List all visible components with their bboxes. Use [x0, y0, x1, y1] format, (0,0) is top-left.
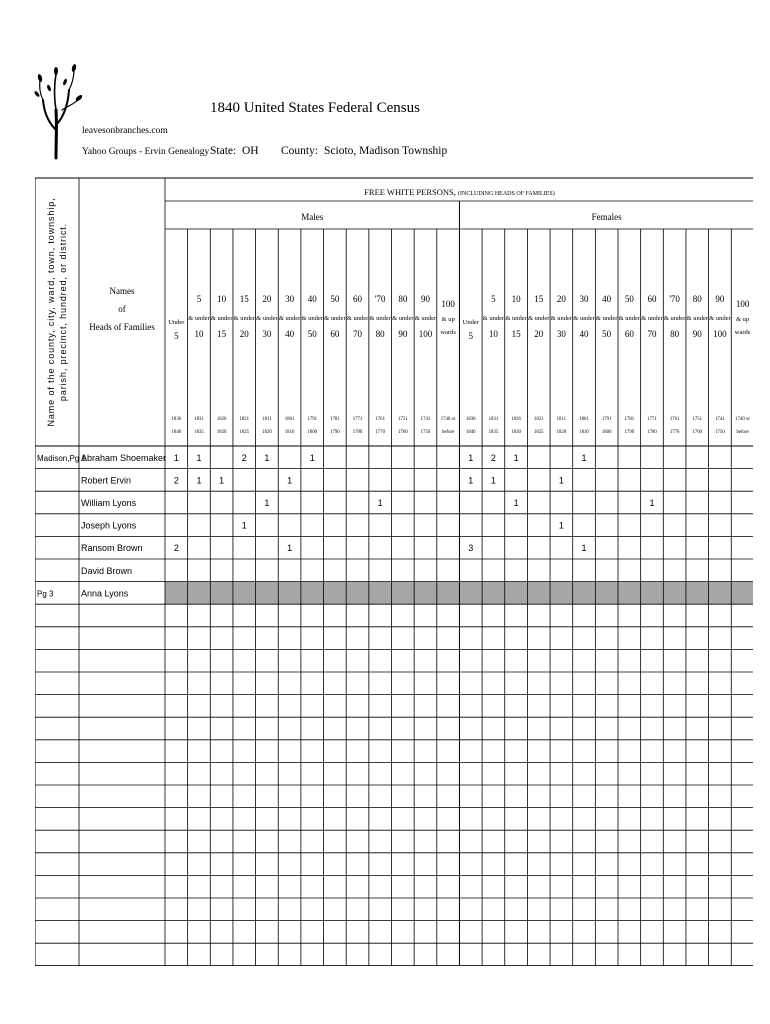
birth-year-range-start: 1811: [262, 417, 272, 422]
age-header-top: 90: [715, 294, 725, 304]
row-head-of-family: Robert Ervin: [81, 475, 132, 486]
birth-year-range-end: 1770: [669, 430, 680, 435]
age-header-mid: & under: [346, 315, 369, 322]
age-header-mid: & under: [618, 315, 641, 322]
age-header-bottom: wards: [440, 329, 456, 336]
age-header-mid: & under: [278, 315, 301, 322]
birth-year-range-start: 1761: [375, 417, 385, 422]
male-count-cell: 2: [241, 452, 247, 463]
male-count-cell: 1: [377, 498, 383, 508]
age-header-mid: & under: [210, 315, 233, 322]
place-column-header: [46, 197, 68, 426]
age-header-top: 10: [511, 294, 521, 304]
age-header-top: '70: [374, 294, 386, 304]
birth-year-range-start: 1836: [171, 417, 182, 422]
age-header-top: 100: [441, 299, 455, 309]
birth-year-range-start: 1751: [692, 417, 703, 422]
age-header-mid: & under: [233, 315, 256, 322]
birth-year-range-start: 1791: [307, 417, 318, 422]
row-head-of-family: Abraham Shoemaker: [81, 452, 167, 463]
female-count-cell: 1: [581, 543, 587, 554]
birth-year-range-start: 1801: [284, 417, 295, 422]
age-header-bottom: 50: [307, 329, 317, 339]
age-header-bottom: 70: [353, 329, 363, 339]
birth-year-range-start: 1740 or: [440, 417, 456, 422]
birth-year-range-end: 1830: [511, 430, 521, 435]
age-header-top: 20: [556, 294, 566, 304]
age-header-bottom: 60: [330, 329, 340, 339]
birth-year-range-end: 1835: [488, 430, 499, 435]
age-header-mid: & under: [188, 315, 210, 322]
male-count-cell: 1: [309, 452, 315, 463]
female-count-cell: 1: [468, 475, 474, 486]
birth-year-range-end: 1760: [398, 430, 408, 435]
age-header-top: 15: [534, 294, 544, 304]
birth-year-range-end: 1820: [262, 430, 272, 435]
names-header-line: Heads of Families: [89, 322, 155, 332]
female-count-cell: 1: [581, 452, 587, 463]
birth-year-range-start: 1741: [420, 417, 431, 422]
age-header-bottom: 20: [239, 329, 249, 339]
age-header-bottom: 10: [194, 329, 204, 339]
age-header-mid: & under: [256, 315, 278, 322]
age-header-bottom: 5: [468, 331, 474, 341]
state-field: [210, 145, 259, 157]
age-header-mid: & up: [441, 316, 455, 323]
age-header-mid: & under: [505, 315, 527, 322]
birth-year-range-start: 1781: [624, 417, 635, 422]
male-count-cell: 1: [241, 520, 247, 531]
age-header-bottom: 10: [488, 329, 498, 339]
age-header-mid: & under: [527, 315, 550, 322]
birth-year-range-start: 1781: [330, 417, 340, 422]
birth-year-range-start: 1826: [216, 417, 227, 422]
birth-year-range-end: 1800: [601, 430, 612, 435]
birth-year-range-end: 1780: [352, 430, 363, 435]
age-header-top: 60: [353, 294, 363, 304]
age-header-bottom: 15: [217, 329, 227, 339]
age-header-bottom: 80: [375, 329, 385, 339]
row-head-of-family: Joseph Lyons: [81, 520, 137, 531]
age-header-top: 5: [196, 294, 202, 304]
place-header-line: Name of the county, city, ward, town, township,: [46, 197, 56, 427]
group-text: Yahoo Groups - Ervin Genealogy: [82, 147, 210, 157]
age-header-mid: & under: [482, 315, 505, 322]
age-header-mid: & under: [709, 315, 731, 322]
state-label: State:: [210, 145, 237, 157]
male-count-cell: 2: [173, 475, 179, 486]
birth-year-range-end: 1810: [579, 430, 589, 435]
birth-year-range-end: 1790: [330, 430, 340, 435]
birth-year-range-end: 1800: [307, 430, 318, 435]
male-count-cell: 1: [287, 475, 293, 486]
birth-year-range-start: 1771: [647, 417, 657, 422]
age-header-under: Under: [462, 319, 479, 326]
age-header-mid: & under: [663, 315, 686, 322]
birth-year-range-end: 1810: [284, 430, 295, 435]
age-header-mid: & under: [641, 315, 663, 322]
age-header-mid: & under: [595, 315, 618, 322]
age-header-bottom: 100: [713, 329, 727, 339]
age-header-mid: & under: [301, 315, 323, 322]
age-header-top: 80: [398, 294, 408, 304]
birth-year-range-end: 1840: [465, 430, 476, 435]
age-header-bottom: 15: [511, 329, 521, 339]
birth-year-range-end: 1835: [194, 430, 204, 435]
age-header-top: 20: [262, 294, 272, 304]
female-count-cell: 1: [513, 498, 519, 508]
row-head-of-family: William Lyons: [81, 498, 137, 508]
birth-year-range-start: 1761: [669, 417, 680, 422]
free-white-persons-header: FREE WHITE PERSONS, (INCLUDING HEADS OF FAMILIES): [364, 187, 555, 197]
age-header-bottom: 70: [647, 329, 657, 339]
birth-year-range-end: 1780: [647, 430, 657, 435]
birth-year-range-end: before: [736, 430, 749, 435]
birth-year-range-start: 1791: [601, 417, 612, 422]
age-header-top: 100: [735, 299, 750, 309]
age-header-bottom: 40: [285, 329, 295, 339]
county-label: County:: [281, 145, 319, 157]
age-header-bottom: 30: [556, 329, 566, 339]
birth-year-range-start: 1740 or: [735, 417, 750, 422]
male-count-cell: 1: [196, 475, 202, 486]
female-count-cell: 1: [468, 452, 474, 463]
age-header-top: '70: [669, 294, 680, 304]
age-header-top: 50: [624, 294, 634, 304]
age-header-mid: & under: [573, 315, 595, 322]
place-header-line: parish, precinct, hundred, or district.: [58, 222, 68, 402]
birth-year-range-end: 1840: [171, 430, 182, 435]
age-header-top: 50: [330, 294, 340, 304]
birth-year-range-end: 1760: [692, 430, 703, 435]
age-header-bottom: 50: [602, 329, 612, 339]
female-count-cell: 1: [558, 475, 564, 486]
birth-year-range-end: 1825: [239, 430, 250, 435]
age-header-bottom: 100: [418, 329, 433, 339]
birth-year-range-end: 1750: [715, 430, 725, 435]
age-header-bottom: 30: [262, 329, 272, 339]
birth-year-range-start: 1771: [352, 417, 363, 422]
age-header-top: 5: [491, 294, 496, 304]
age-header-mid: & under: [369, 315, 391, 322]
age-header-mid: & under: [550, 315, 573, 322]
male-count-cell: 1: [264, 498, 270, 508]
birth-year-range-end: before: [442, 430, 455, 435]
tree-logo-icon: [34, 60, 82, 160]
census-table: [35, 176, 753, 966]
age-header-bottom: wards: [734, 329, 751, 336]
row-head-of-family: Ransom Brown: [81, 543, 143, 554]
age-header-mid: & under: [414, 315, 437, 322]
age-header-bottom: 40: [579, 329, 589, 339]
age-header-top: 15: [239, 294, 249, 304]
names-header-line: Names: [109, 286, 135, 296]
birth-year-range-start: 1741: [715, 417, 725, 422]
birth-year-range-start: 1836: [465, 417, 476, 422]
birth-year-range-end: 1825: [533, 430, 544, 435]
birth-year-range-start: 1751: [398, 417, 408, 422]
female-count-cell: 1: [649, 498, 655, 508]
age-header-mid: & under: [392, 315, 414, 322]
row-place: Madison,Pg 1: [37, 453, 86, 463]
row-head-of-family: David Brown: [81, 565, 133, 576]
age-header-top: 40: [602, 294, 612, 304]
female-count-cell: 3: [468, 543, 474, 554]
birth-year-range-end: 1820: [556, 430, 567, 435]
website-text: leavesonbranches.com: [82, 126, 168, 136]
age-header-top: 10: [217, 294, 227, 304]
age-header-top: 30: [579, 294, 589, 304]
age-header-top: 40: [307, 294, 317, 304]
age-header-top: 90: [420, 294, 430, 304]
census-title: 1840 United States Federal Census: [210, 100, 420, 116]
county-value: Scioto, Madison Township: [324, 145, 448, 157]
birth-year-range-end: 1830: [216, 430, 227, 435]
female-count-cell: 1: [558, 520, 564, 531]
birth-year-range-start: 1811: [556, 417, 567, 422]
birth-year-range-end: 1770: [375, 430, 385, 435]
age-header-top: 80: [692, 294, 702, 304]
age-header-bottom: 60: [624, 329, 634, 339]
birth-year-range-start: 1831: [488, 417, 499, 422]
birth-year-range-start: 1826: [511, 417, 521, 422]
male-count-cell: 1: [287, 543, 293, 554]
census-grid: [35, 176, 753, 966]
birth-year-range-end: 1790: [624, 430, 635, 435]
male-count-cell: 1: [196, 452, 202, 463]
age-header-bottom: 5: [174, 331, 179, 341]
row-head-of-family: Anna Lyons: [81, 588, 129, 599]
age-header-bottom: 20: [534, 329, 544, 339]
age-header-bottom: 80: [670, 329, 680, 339]
male-count-cell: 1: [173, 452, 179, 463]
females-header: Females: [591, 212, 622, 222]
age-header-top: 30: [285, 294, 295, 304]
age-header-mid: & under: [324, 315, 346, 322]
female-count-cell: 1: [513, 452, 519, 463]
female-count-cell: 1: [490, 475, 496, 486]
age-header-mid: & up: [735, 316, 750, 323]
male-count-cell: 1: [219, 475, 225, 486]
female-count-cell: 2: [490, 452, 496, 463]
birth-year-range-start: 1831: [194, 417, 204, 422]
birth-year-range-end: 1750: [420, 430, 431, 435]
row-place: Pg 3: [37, 589, 54, 599]
males-header: Males: [301, 212, 324, 222]
age-header-top: 60: [647, 294, 657, 304]
names-header-line: of: [118, 304, 126, 314]
age-header-bottom: 90: [692, 329, 702, 339]
birth-year-range-start: 1821: [533, 417, 544, 422]
male-count-cell: 1: [264, 452, 270, 463]
age-header-mid: & under: [686, 315, 709, 322]
birth-year-range-start: 1821: [239, 417, 250, 422]
age-header-bottom: 90: [398, 329, 408, 339]
age-header-under: Under: [168, 319, 185, 326]
male-count-cell: 2: [173, 543, 179, 554]
state-value: OH: [241, 145, 259, 157]
birth-year-range-start: 1801: [579, 417, 589, 422]
